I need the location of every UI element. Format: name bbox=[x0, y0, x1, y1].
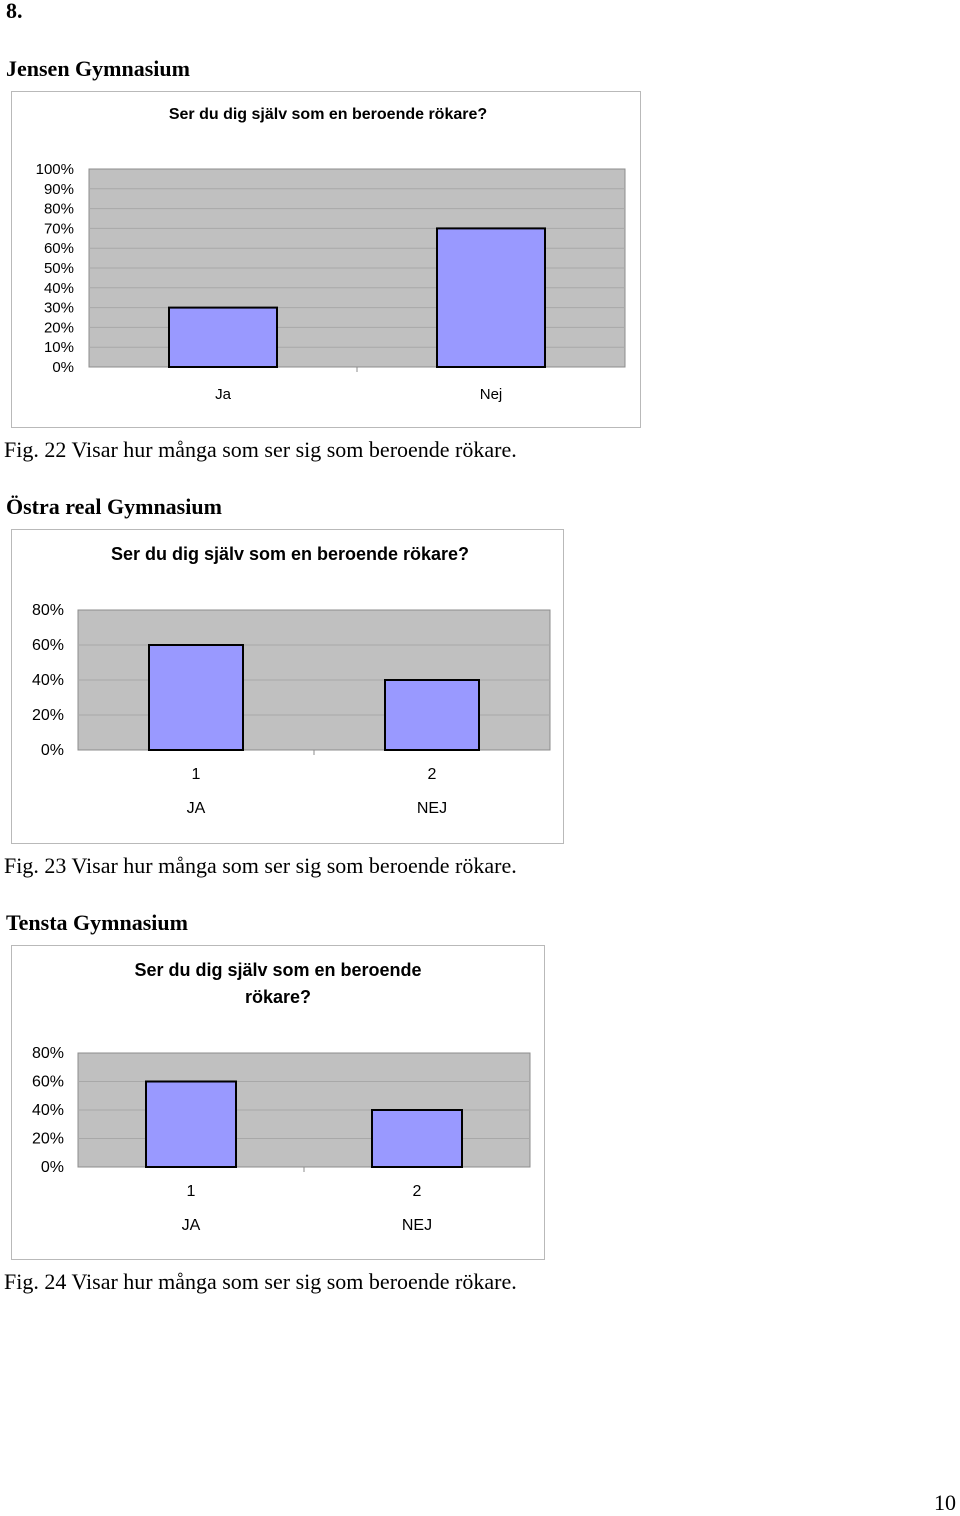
section-number: 8. bbox=[6, 0, 23, 23]
y-tick-label: 0% bbox=[40, 1159, 64, 1176]
y-tick-label: 0% bbox=[52, 359, 74, 376]
y-tick-label: 60% bbox=[31, 1073, 64, 1091]
x-tick-label: Nej bbox=[479, 386, 503, 403]
school-heading-jensen: Jensen Gymnasium bbox=[6, 56, 190, 81]
x-tick-label: 2 bbox=[412, 1183, 422, 1200]
y-tick-label: 40% bbox=[31, 1102, 64, 1119]
bar-2 bbox=[385, 680, 479, 750]
x-category-name: NEJ bbox=[401, 1217, 433, 1234]
x-tick-label: Ja bbox=[215, 386, 231, 403]
y-tick-label: 20% bbox=[31, 1130, 64, 1148]
x-tick-label: 2 bbox=[427, 766, 437, 783]
y-tick-label: 20% bbox=[43, 319, 74, 337]
chart-title-line-2: rökare? bbox=[244, 987, 312, 1007]
y-tick-label: 60% bbox=[31, 637, 64, 654]
x-tick-label: 1 bbox=[191, 766, 201, 783]
y-tick-label: 40% bbox=[31, 672, 64, 689]
y-tick-label: 50% bbox=[43, 260, 74, 277]
y-tick-label: 90% bbox=[43, 180, 74, 198]
chart-tensta-frame bbox=[11, 945, 545, 1260]
chart-title-line-1: Ser du dig själv som en beroende bbox=[134, 960, 422, 980]
y-tick-label: 70% bbox=[43, 220, 74, 238]
y-tick-label: 30% bbox=[43, 299, 74, 317]
bar-1 bbox=[146, 1082, 236, 1168]
bar-nej bbox=[437, 228, 545, 367]
chart-title: Ser du dig själv som en beroende rökare? bbox=[110, 544, 470, 564]
chart-jensen-frame bbox=[11, 91, 641, 428]
bar-2 bbox=[372, 1110, 462, 1167]
bar-ja bbox=[169, 308, 277, 367]
y-tick-label: 100% bbox=[35, 161, 74, 178]
y-tick-label: 20% bbox=[31, 707, 64, 724]
chart-title: Ser du dig själv som en beroende rökare? bbox=[168, 106, 488, 123]
y-tick-label: 60% bbox=[43, 240, 74, 258]
y-tick-label: 10% bbox=[43, 339, 74, 357]
page-number: 10 bbox=[934, 1490, 956, 1515]
y-tick-label: 80% bbox=[31, 1045, 64, 1062]
y-tick-label: 80% bbox=[31, 602, 64, 619]
chart-tensta bbox=[12, 946, 544, 1259]
x-category-name: JA bbox=[181, 1217, 201, 1234]
chart-ostra bbox=[12, 530, 563, 843]
x-tick-label: 1 bbox=[186, 1183, 196, 1200]
school-heading-tensta: Tensta Gymnasium bbox=[6, 910, 188, 935]
x-category-name: JA bbox=[186, 800, 206, 817]
school-heading-ostra-real: Östra real Gymnasium bbox=[6, 494, 222, 519]
figure-caption-24: Fig. 24 Visar hur många som ser sig som beroende rökare. bbox=[4, 1269, 517, 1294]
chart-ostra-frame bbox=[11, 529, 564, 844]
chart-jensen bbox=[12, 92, 640, 427]
y-tick-label: 40% bbox=[43, 279, 74, 297]
bar-1 bbox=[149, 645, 243, 750]
figure-caption-22: Fig. 22 Visar hur många som ser sig som beroende rökare. bbox=[4, 437, 517, 462]
figure-caption-23: Fig. 23 Visar hur många som ser sig som beroende rökare. bbox=[4, 853, 517, 878]
x-category-name: NEJ bbox=[416, 800, 448, 817]
y-tick-label: 0% bbox=[40, 742, 64, 759]
y-tick-label: 80% bbox=[43, 200, 74, 218]
